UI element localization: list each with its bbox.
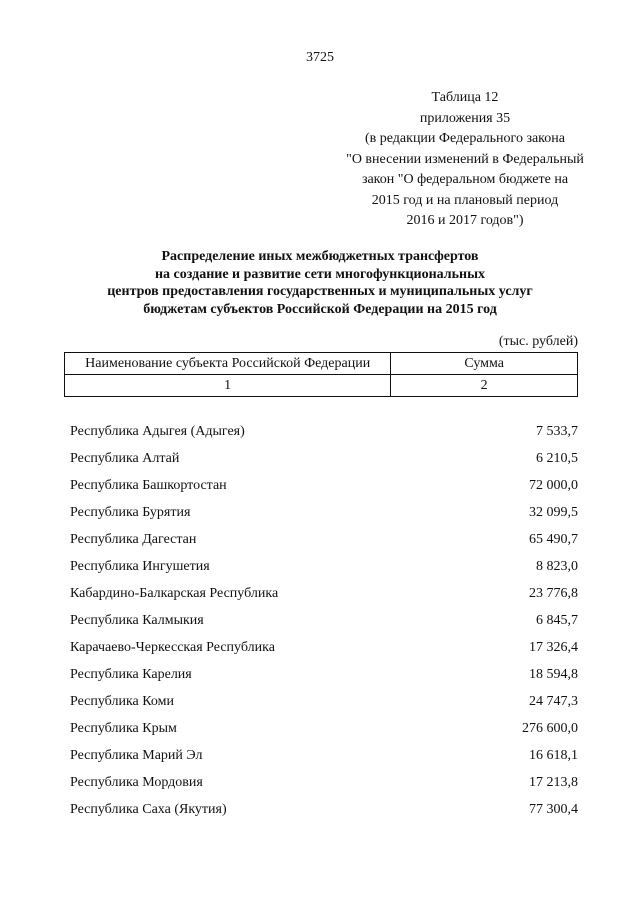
region-name: Республика Коми (70, 694, 174, 709)
note-line: Таблица 12 (431, 90, 499, 105)
amount-value: 17 213,8 (529, 775, 578, 790)
region-name: Карачаево-Черкесская Республика (70, 640, 275, 655)
title-line: Распределение иных межбюджетных трансфертов (161, 249, 479, 264)
amount-value: 17 326,4 (529, 640, 578, 655)
title-line: центров предоставления государственных и муниципальных услуг (107, 284, 533, 299)
amount-value: 24 747,3 (529, 694, 578, 709)
region-name: Республика Бурятия (70, 505, 191, 520)
amount-value: 8 823,0 (536, 559, 578, 574)
note-line: приложения 35 (419, 110, 511, 126)
amount-value: 72 000,0 (529, 478, 578, 493)
table-row (66, 526, 580, 553)
note-line: (в редакции Федерального закона (365, 131, 565, 146)
region-name: Республика Карелия (70, 667, 192, 682)
region-name: Республика Алтай (70, 451, 180, 466)
table-row (66, 715, 580, 742)
amount-value: 6 845,7 (536, 613, 578, 628)
table-reference-note (300, 88, 630, 232)
note-line: 2016 и 2017 годов") (406, 213, 524, 228)
amount-value: 7 533,7 (536, 424, 578, 439)
amount-value: 32 099,5 (529, 505, 578, 520)
note-line: 2015 год и на плановый период (371, 192, 559, 208)
table-body (66, 418, 580, 823)
column-header-name: Наименование субъекта Российской Федерации (65, 353, 391, 375)
table-header (64, 352, 578, 397)
title-line: бюджетам субъектов Российской Федерации на 2015 год (143, 301, 497, 317)
table-row (66, 661, 580, 688)
table-row (66, 472, 580, 499)
amount-value: 18 594,8 (529, 667, 578, 682)
table-row (66, 553, 580, 580)
note-line: закон "О федеральном бюджете на (361, 172, 569, 187)
column-header-sum: Сумма (391, 353, 578, 375)
region-name: Республика Калмыкия (70, 613, 204, 628)
region-name: Республика Марий Эл (70, 748, 203, 763)
amount-value: 276 600,0 (522, 721, 578, 736)
region-name: Республика Саха (Якутия) (70, 802, 227, 817)
region-name: Республика Башкортостан (70, 478, 227, 493)
table-row (66, 445, 580, 472)
units-label: (тыс. рублей) (498, 334, 578, 349)
table-row (66, 634, 580, 661)
table-row (66, 607, 580, 634)
table-row (66, 499, 580, 526)
table-row (66, 742, 580, 769)
table-row (66, 418, 580, 445)
title-line: на создание и развитие сети многофункциональных (154, 266, 486, 282)
column-number-1: 1 (65, 375, 391, 397)
page-number: 3725 (306, 50, 334, 65)
table-row (66, 688, 580, 715)
column-number-2: 2 (391, 375, 578, 397)
note-line: "О внесении изменений в Федеральный (346, 151, 584, 167)
amount-value: 65 490,7 (529, 532, 578, 547)
amount-value: 6 210,5 (536, 451, 578, 466)
table-row (66, 796, 580, 823)
region-name: Республика Крым (70, 721, 177, 736)
table-row (66, 769, 580, 796)
region-name: Республика Дагестан (70, 532, 197, 547)
region-name: Республика Адыгея (Адыгея) (70, 424, 245, 439)
amount-value: 16 618,1 (529, 748, 578, 763)
amount-value: 23 776,8 (529, 586, 578, 601)
region-name: Республика Мордовия (70, 775, 203, 790)
amount-value: 77 300,4 (529, 802, 578, 817)
document-title (0, 248, 640, 318)
region-name: Кабардино-Балкарская Республика (70, 586, 279, 601)
table-row (66, 580, 580, 607)
region-name: Республика Ингушетия (70, 559, 210, 574)
